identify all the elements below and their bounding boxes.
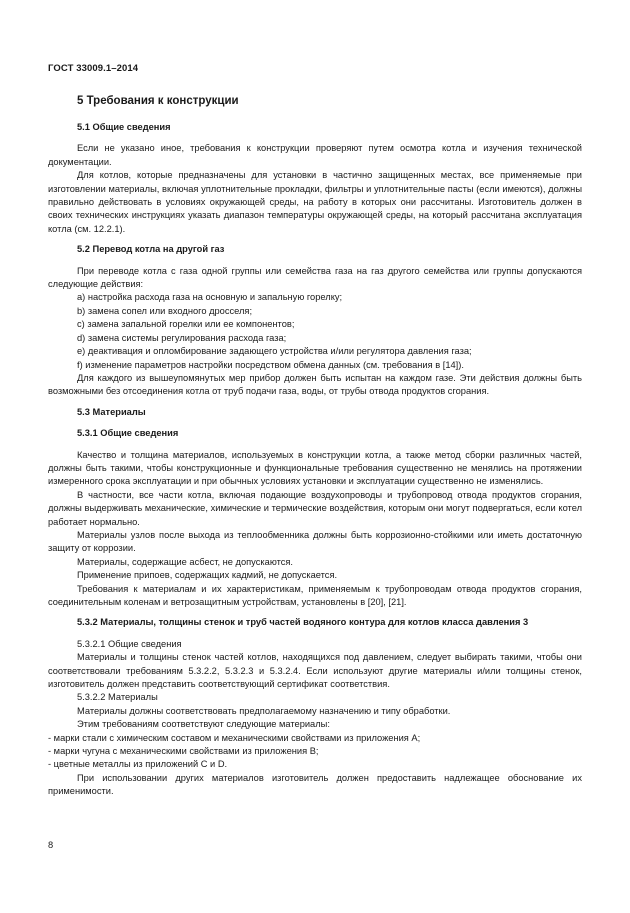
paragraph: Материалы и толщины стенок частей котлов, находящихся под давлением, следует выбирать такими, чтобы они соответствовали требованиям 5.3.2.2, 5.3.2.3 и 5.3.2.4. Если используют другие материалы и/или толщины стенок, изготовитель должен представить соответствующий сертификат соответствия. [48,652,582,690]
paragraph: Материалы узлов после выхода из теплообменника должны быть коррозионно-стойкими или иметь достаточную защиту от коррозии. [48,529,582,554]
list-item: d) замена системы регулирования расхода газа; [77,332,287,343]
paragraph: Применение припоев, содержащих кадмий, не допускается. [77,570,338,581]
heading-5-1: 5.1 Общие сведения [77,122,171,132]
list-item: b) замена сопел или входного дросселя; [77,305,253,316]
heading-5-3-2: 5.3.2 Материалы, толщины стенок и труб частей водяного контура для котлов класса давления 3 [77,617,529,628]
paragraph: Для котлов, которые предназначены для установки в частично защищенных местах, все применяемые при изготовлении материалы, включая уплотнительные прокладки, фильтры и уплотнительные пасты (если имеются), должны правильно действовать в условиях окружающей среды, на работу в которых они рассчитаны. Изготовитель должен в своих технических инструкциях указать диапазон температуры окружающей среды, на который рассчитана эксплуатация котла (см. 12.2.1). [48,170,582,234]
paragraph: Материалы должны соответствовать предполагаемому назначению и типу обработки. [77,705,451,716]
list-item: - марки стали с химическим составом и механическими свойствами из приложения A; [48,732,421,743]
list-item: f) изменение параметров настройки посредством обмена данных (см. требования в [14]). [77,359,464,370]
subheading-5-3-2-1: 5.3.2.1 Общие сведения [77,638,182,649]
paragraph: При переводе котла с газа одной группы или семейства газа на газ другого семейства или группы допускаются следующие действия: [48,265,582,290]
paragraph: Этим требованиям соответствуют следующие материалы: [77,719,330,730]
paragraph: Если не указано иное, требования к конструкции проверяют путем осмотра котла и изучения технической документации. [48,143,582,167]
list-item: c) замена запальной горелки или ее компонентов; [77,319,295,330]
paragraph: При использовании других материалов изготовитель должен предоставить надлежащее обоснование их применимости. [48,772,582,797]
section-title: 5 Требования к конструкции [77,95,239,107]
paragraph: Для каждого из вышеупомянутых мер прибор должен быть испытан на каждом газе. Эти действия должны быть возможными без отсоединения котла от труб подачи газа, воды, от трубы отвода продуктов сгорания. [48,372,582,397]
paragraph: Материалы, содержащие асбест, не допускаются. [77,556,294,567]
page-content [48,94,582,799]
subheading-5-3-2-2: 5.3.2.2 Материалы [77,692,158,703]
list-item: - цветные металлы из приложений C и D. [48,759,228,770]
paragraph: Качество и толщина материалов, используемых в конструкции котла, а также метод сборки различных частей, должны быть такими, чтобы конструкционные и функциональные требования существенно не менялись на протяжении измеренного срока эксплуатации и при обычных условиях установки и эксплуатации существенно не изменялись. [48,449,582,487]
heading-5-3-1: 5.3.1 Общие сведения [77,428,179,439]
paragraph: В частности, все части котла, включая подающие воздухопроводы и трубопровод отвода продуктов сгорания, должны выдерживать механические, химические и термические воздействия, которым они могут подвергаться, если котел работает нормально. [48,489,582,527]
list-item: e) деактивация и опломбирование задающего устройства и/или регулятора давления газа; [77,346,472,357]
document-code: ГОСТ 33009.1–2014 [48,63,139,74]
heading-5-2: 5.2 Перевод котла на другой газ [77,244,225,255]
heading-5-3: 5.3 Материалы [77,406,146,417]
list-item: a) настройка расхода газа на основную и запальную горелку; [77,292,343,303]
list-item: - марки чугуна с механическими свойствами из приложения B; [48,746,319,757]
paragraph: Требования к материалам и их характеристикам, применяемым к трубопроводам отвода продуктов сгорания, соединительным коленам и ветрозащитным устройствам, установлены в [20], [21]. [48,583,582,607]
page-number: 8 [48,840,54,850]
